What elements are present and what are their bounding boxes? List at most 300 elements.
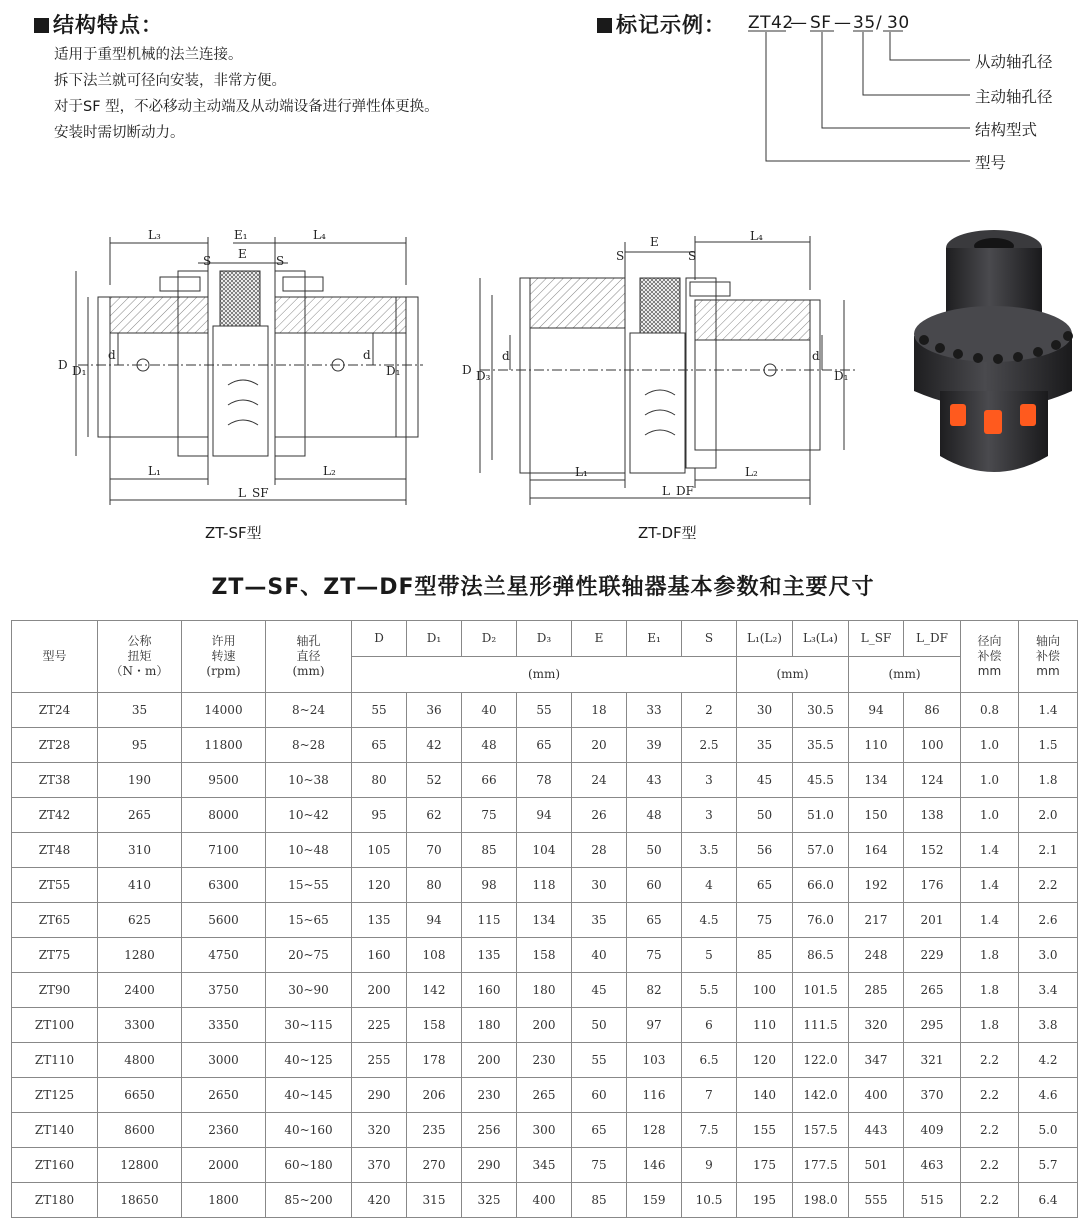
table-cell: 625 — [98, 903, 182, 938]
table-cell: 3350 — [182, 1008, 266, 1043]
table-cell: 98 — [462, 868, 517, 903]
table-row — [12, 938, 1078, 973]
table-cell: 1.8 — [961, 1008, 1019, 1043]
table-cell: 50 — [737, 798, 793, 833]
table-cell: 8600 — [98, 1113, 182, 1148]
table-cell: 198.0 — [793, 1183, 849, 1218]
label-structure-type: 结构型式 — [975, 121, 1038, 139]
table-cell: 400 — [849, 1078, 904, 1113]
table-cell: 1.0 — [961, 798, 1019, 833]
table-cell: 6 — [682, 1008, 737, 1043]
table-cell: 30 — [572, 868, 627, 903]
table-cell: 36 — [407, 693, 462, 728]
table-cell: ZT65 — [12, 903, 98, 938]
table-cell: 3.8 — [1019, 1008, 1078, 1043]
code-driven-bore: 30 — [887, 13, 910, 33]
header-dims-unit: (mm) — [352, 657, 737, 693]
table-cell: 6650 — [98, 1078, 182, 1113]
table-cell: 2650 — [182, 1078, 266, 1113]
table-cell: 75 — [737, 903, 793, 938]
table-cell: 515 — [904, 1183, 961, 1218]
table-title: ZT—SF、ZT—DF型带法兰星形弹性联轴器基本参数和主要尺寸 — [211, 575, 875, 600]
dim-label: D₁ — [386, 364, 401, 378]
table-cell: 320 — [849, 1008, 904, 1043]
table-cell: 300 — [517, 1113, 572, 1148]
table-cell: 65 — [517, 728, 572, 763]
table-cell: 55 — [572, 1043, 627, 1078]
dim-label: d — [108, 348, 116, 362]
table-cell: 65 — [737, 868, 793, 903]
spec-table — [11, 620, 1078, 1218]
table-cell: 229 — [904, 938, 961, 973]
table-cell: 195 — [737, 1183, 793, 1218]
table-cell: 140 — [737, 1078, 793, 1113]
table-cell: 15~65 — [266, 903, 352, 938]
table-cell: 3750 — [182, 973, 266, 1008]
table-row — [12, 1183, 1078, 1218]
table-cell: 124 — [904, 763, 961, 798]
table-cell: 135 — [462, 938, 517, 973]
table-row — [12, 728, 1078, 763]
table-cell: 201 — [904, 903, 961, 938]
table-cell: 30 — [737, 693, 793, 728]
header-E: E — [572, 621, 627, 657]
table-cell: ZT100 — [12, 1008, 98, 1043]
table-cell: 56 — [737, 833, 793, 868]
table-cell: 3.0 — [1019, 938, 1078, 973]
table-row — [12, 1043, 1078, 1078]
table-cell: 2 — [682, 693, 737, 728]
table-cell: 30.5 — [793, 693, 849, 728]
dim-label: D₃ — [476, 369, 491, 383]
table-cell: 146 — [627, 1148, 682, 1183]
table-cell: 256 — [462, 1113, 517, 1148]
table-cell: 1.4 — [961, 833, 1019, 868]
df-caption: ZT-DF型 — [638, 524, 697, 542]
zt-df-drawing — [450, 230, 860, 515]
table-cell: 3000 — [182, 1043, 266, 1078]
table-cell: ZT24 — [12, 693, 98, 728]
table-cell: 94 — [517, 798, 572, 833]
table-cell: 4.6 — [1019, 1078, 1078, 1113]
table-cell: 40 — [572, 938, 627, 973]
table-cell: 1.0 — [961, 763, 1019, 798]
table-cell: 2.6 — [1019, 903, 1078, 938]
table-cell: 43 — [627, 763, 682, 798]
features-list — [54, 42, 439, 146]
table-cell: 55 — [517, 693, 572, 728]
header-E1: E₁ — [627, 621, 682, 657]
table-cell: 2.2 — [961, 1043, 1019, 1078]
header-radial: 径向 补偿 mm — [961, 621, 1019, 693]
table-row — [12, 1148, 1078, 1183]
table-cell: ZT160 — [12, 1148, 98, 1183]
dim-label: E₁ — [234, 228, 248, 242]
table-cell: 5.7 — [1019, 1148, 1078, 1183]
dim-label: S — [203, 254, 212, 268]
table-cell: 120 — [737, 1043, 793, 1078]
table-cell: 400 — [517, 1183, 572, 1218]
dim-label: d — [502, 349, 510, 363]
spec-table-body — [12, 693, 1078, 1218]
table-cell: 463 — [904, 1148, 961, 1183]
table-cell: ZT48 — [12, 833, 98, 868]
table-cell: 8~28 — [266, 728, 352, 763]
table-cell: 180 — [462, 1008, 517, 1043]
table-cell: 75 — [572, 1148, 627, 1183]
dim-label: S — [688, 249, 697, 263]
feature-line: 拆下法兰就可径向安装，非常方便。 — [54, 73, 286, 89]
table-cell: 370 — [904, 1078, 961, 1113]
table-cell: 30~115 — [266, 1008, 352, 1043]
table-row — [12, 903, 1078, 938]
table-cell: 1.4 — [961, 903, 1019, 938]
table-cell: 295 — [904, 1008, 961, 1043]
table-cell: 180 — [517, 973, 572, 1008]
table-cell: 4.5 — [682, 903, 737, 938]
table-cell: 50 — [627, 833, 682, 868]
table-cell: 75 — [627, 938, 682, 973]
table-cell: 158 — [517, 938, 572, 973]
dim-label: D — [462, 363, 472, 377]
table-cell: 33 — [627, 693, 682, 728]
table-cell: 1.8 — [961, 973, 1019, 1008]
table-cell: 2.1 — [1019, 833, 1078, 868]
table-cell: 80 — [352, 763, 407, 798]
table-cell: 60 — [572, 1078, 627, 1113]
code-drive-bore: 35 — [853, 13, 876, 33]
header-speed: 许用 转速 (rpm) — [182, 621, 266, 693]
table-cell: 290 — [352, 1078, 407, 1113]
table-cell: 115 — [462, 903, 517, 938]
table-cell: 11800 — [182, 728, 266, 763]
table-cell: 65 — [572, 1113, 627, 1148]
table-cell: 76.0 — [793, 903, 849, 938]
label-model: 型号 — [975, 154, 1007, 172]
table-cell: 2000 — [182, 1148, 266, 1183]
table-cell: 177.5 — [793, 1148, 849, 1183]
table-cell: 2.0 — [1019, 798, 1078, 833]
table-cell: 409 — [904, 1113, 961, 1148]
table-cell: 265 — [904, 973, 961, 1008]
features-title: 结构特点： — [34, 9, 163, 39]
table-cell: 40~145 — [266, 1078, 352, 1113]
table-cell: 45.5 — [793, 763, 849, 798]
table-cell: 150 — [849, 798, 904, 833]
table-cell: 347 — [849, 1043, 904, 1078]
table-cell: 152 — [904, 833, 961, 868]
table-cell: 14000 — [182, 693, 266, 728]
dim-label: D₁ — [72, 364, 87, 378]
table-cell: 95 — [98, 728, 182, 763]
table-cell: 290 — [462, 1148, 517, 1183]
table-cell: 178 — [407, 1043, 462, 1078]
table-cell: 110 — [737, 1008, 793, 1043]
table-cell: 3 — [682, 763, 737, 798]
table-cell: 18650 — [98, 1183, 182, 1218]
dim-label: L₄ — [750, 230, 763, 243]
table-cell: 2400 — [98, 973, 182, 1008]
table-cell: 48 — [627, 798, 682, 833]
table-cell: 51.0 — [793, 798, 849, 833]
table-cell: 5 — [682, 938, 737, 973]
table-cell: 122.0 — [793, 1043, 849, 1078]
table-cell: 35.5 — [793, 728, 849, 763]
table-cell: 4750 — [182, 938, 266, 973]
label-drive-bore: 主动轴孔径 — [975, 88, 1053, 106]
table-cell: 2.2 — [1019, 868, 1078, 903]
table-cell: 104 — [517, 833, 572, 868]
code-dash: — — [834, 13, 852, 33]
table-cell: 70 — [407, 833, 462, 868]
square-bullet-icon — [597, 18, 612, 33]
table-cell: 1280 — [98, 938, 182, 973]
table-cell: 265 — [517, 1078, 572, 1113]
header-LDF: L_DF — [904, 621, 961, 657]
header-D2: D₂ — [462, 621, 517, 657]
table-cell: 200 — [517, 1008, 572, 1043]
dim-label: L_DF — [662, 484, 694, 498]
table-cell: 57.0 — [793, 833, 849, 868]
table-cell: 65 — [352, 728, 407, 763]
table-cell: 116 — [627, 1078, 682, 1113]
table-cell: 8~24 — [266, 693, 352, 728]
table-cell: 60 — [627, 868, 682, 903]
table-cell: 4800 — [98, 1043, 182, 1078]
table-cell: 138 — [904, 798, 961, 833]
table-cell: 325 — [462, 1183, 517, 1218]
table-cell: 320 — [352, 1113, 407, 1148]
table-cell: 1.5 — [1019, 728, 1078, 763]
table-cell: 265 — [98, 798, 182, 833]
dim-label: L₃ — [148, 228, 161, 242]
marking-title: 标记示例： — [597, 9, 726, 39]
dim-label: S — [276, 254, 285, 268]
table-cell: 86 — [904, 693, 961, 728]
table-cell: 28 — [572, 833, 627, 868]
table-cell: 52 — [407, 763, 462, 798]
dim-label: E — [650, 235, 659, 249]
table-cell: 42 — [407, 728, 462, 763]
table-cell: 190 — [98, 763, 182, 798]
dim-label: L₄ — [313, 228, 326, 242]
header-D: D — [352, 621, 407, 657]
table-cell: 158 — [407, 1008, 462, 1043]
table-cell: 1.0 — [961, 728, 1019, 763]
table-cell: 200 — [352, 973, 407, 1008]
table-cell: 15~55 — [266, 868, 352, 903]
square-bullet-icon — [34, 18, 49, 33]
table-cell: 7 — [682, 1078, 737, 1113]
table-cell: ZT55 — [12, 868, 98, 903]
table-cell: 1.4 — [961, 868, 1019, 903]
table-row — [12, 1008, 1078, 1043]
table-cell: 100 — [904, 728, 961, 763]
header-totals-unit: (mm) — [849, 657, 961, 693]
marking-leader-lines — [740, 30, 980, 170]
dim-label: L₁ — [575, 465, 588, 479]
table-cell: 192 — [849, 868, 904, 903]
header-L3L4: L₃(L₄) — [793, 621, 849, 657]
dim-label: d — [812, 349, 820, 363]
dim-label: D — [58, 358, 68, 372]
table-cell: 8000 — [182, 798, 266, 833]
table-cell: 35 — [737, 728, 793, 763]
table-cell: 155 — [737, 1113, 793, 1148]
table-cell: ZT90 — [12, 973, 98, 1008]
table-cell: 2.2 — [961, 1078, 1019, 1113]
table-cell: 7.5 — [682, 1113, 737, 1148]
table-cell: 35 — [98, 693, 182, 728]
table-cell: 2.2 — [961, 1183, 1019, 1218]
table-cell: 108 — [407, 938, 462, 973]
table-cell: 40 — [462, 693, 517, 728]
table-cell: 248 — [849, 938, 904, 973]
table-cell: 6300 — [182, 868, 266, 903]
table-cell: 3.5 — [682, 833, 737, 868]
table-cell: 20~75 — [266, 938, 352, 973]
table-cell: 12800 — [98, 1148, 182, 1183]
table-cell: 10~38 — [266, 763, 352, 798]
table-cell: 230 — [462, 1078, 517, 1113]
table-cell: 2.5 — [682, 728, 737, 763]
code-slash: / — [876, 13, 883, 33]
header-LSF: L_SF — [849, 621, 904, 657]
table-cell: 159 — [627, 1183, 682, 1218]
dim-label: L_SF — [238, 486, 269, 500]
table-cell: 2.2 — [961, 1113, 1019, 1148]
table-cell: 10~48 — [266, 833, 352, 868]
table-cell: 100 — [737, 973, 793, 1008]
table-cell: 35 — [572, 903, 627, 938]
table-cell: ZT110 — [12, 1043, 98, 1078]
table-cell: 94 — [407, 903, 462, 938]
table-cell: 6.5 — [682, 1043, 737, 1078]
feature-line: 适用于重型机械的法兰连接。 — [54, 47, 243, 63]
table-cell: 235 — [407, 1113, 462, 1148]
table-cell: 85 — [572, 1183, 627, 1218]
table-cell: 217 — [849, 903, 904, 938]
table-cell: 62 — [407, 798, 462, 833]
table-cell: 206 — [407, 1078, 462, 1113]
table-cell: 85~200 — [266, 1183, 352, 1218]
table-cell: 50 — [572, 1008, 627, 1043]
table-cell: 135 — [352, 903, 407, 938]
table-cell: 10~42 — [266, 798, 352, 833]
table-cell: 142 — [407, 973, 462, 1008]
table-cell: 86.5 — [793, 938, 849, 973]
table-cell: 175 — [737, 1148, 793, 1183]
table-cell: 3300 — [98, 1008, 182, 1043]
code-model: ZT42 — [748, 13, 794, 33]
table-cell: 164 — [849, 833, 904, 868]
table-cell: 75 — [462, 798, 517, 833]
zt-sf-drawing — [48, 225, 423, 515]
table-row — [12, 1078, 1078, 1113]
table-cell: 410 — [98, 868, 182, 903]
table-cell: 200 — [462, 1043, 517, 1078]
table-cell: 310 — [98, 833, 182, 868]
table-cell: ZT75 — [12, 938, 98, 973]
code-dash: — — [790, 13, 808, 33]
table-cell: 4 — [682, 868, 737, 903]
table-cell: 134 — [849, 763, 904, 798]
table-cell: ZT38 — [12, 763, 98, 798]
table-cell: 39 — [627, 728, 682, 763]
header-torque: 公称 扭矩 （N・m） — [98, 621, 182, 693]
dim-label: D₁ — [834, 369, 849, 383]
table-cell: 80 — [407, 868, 462, 903]
table-cell: 26 — [572, 798, 627, 833]
header-S: S — [682, 621, 737, 657]
table-row — [12, 973, 1078, 1008]
table-cell: 78 — [517, 763, 572, 798]
header-axial: 轴向 补偿 mm — [1019, 621, 1078, 693]
table-cell: 2360 — [182, 1113, 266, 1148]
table-cell: 1.4 — [1019, 693, 1078, 728]
table-cell: 30~90 — [266, 973, 352, 1008]
table-cell: 5600 — [182, 903, 266, 938]
table-cell: 270 — [407, 1148, 462, 1183]
dim-label: E — [238, 247, 247, 261]
table-cell: ZT28 — [12, 728, 98, 763]
table-cell: 103 — [627, 1043, 682, 1078]
table-cell: 6.4 — [1019, 1183, 1078, 1218]
table-cell: 134 — [517, 903, 572, 938]
table-row — [12, 868, 1078, 903]
table-cell: 45 — [572, 973, 627, 1008]
table-cell: 24 — [572, 763, 627, 798]
table-cell: 160 — [352, 938, 407, 973]
table-cell: 95 — [352, 798, 407, 833]
table-cell: 225 — [352, 1008, 407, 1043]
table-cell: 345 — [517, 1148, 572, 1183]
table-cell: 1.8 — [961, 938, 1019, 973]
table-cell: 10.5 — [682, 1183, 737, 1218]
dim-label: L₂ — [745, 465, 758, 479]
table-cell: 230 — [517, 1043, 572, 1078]
header-L1L2: L₁(L₂) — [737, 621, 793, 657]
table-cell: 285 — [849, 973, 904, 1008]
coupling-photo — [912, 226, 1074, 488]
code-type: SF — [810, 13, 832, 33]
table-cell: 176 — [904, 868, 961, 903]
dim-label: L₂ — [323, 464, 336, 478]
table-cell: 157.5 — [793, 1113, 849, 1148]
dim-label: d — [363, 348, 371, 362]
table-cell: 85 — [737, 938, 793, 973]
table-cell: 85 — [462, 833, 517, 868]
table-cell: 120 — [352, 868, 407, 903]
table-cell: 0.8 — [961, 693, 1019, 728]
header-D3: D₃ — [517, 621, 572, 657]
table-cell: ZT42 — [12, 798, 98, 833]
sf-caption: ZT-SF型 — [205, 524, 262, 542]
table-cell: 555 — [849, 1183, 904, 1218]
table-cell: 97 — [627, 1008, 682, 1043]
table-cell: 5.0 — [1019, 1113, 1078, 1148]
table-cell: 315 — [407, 1183, 462, 1218]
table-cell: 3.4 — [1019, 973, 1078, 1008]
table-cell: 48 — [462, 728, 517, 763]
table-cell: 40~160 — [266, 1113, 352, 1148]
feature-line: 安装时需切断动力。 — [54, 125, 185, 141]
table-cell: 160 — [462, 973, 517, 1008]
table-cell: 501 — [849, 1148, 904, 1183]
table-cell: 9 — [682, 1148, 737, 1183]
table-cell: 118 — [517, 868, 572, 903]
table-cell: 55 — [352, 693, 407, 728]
